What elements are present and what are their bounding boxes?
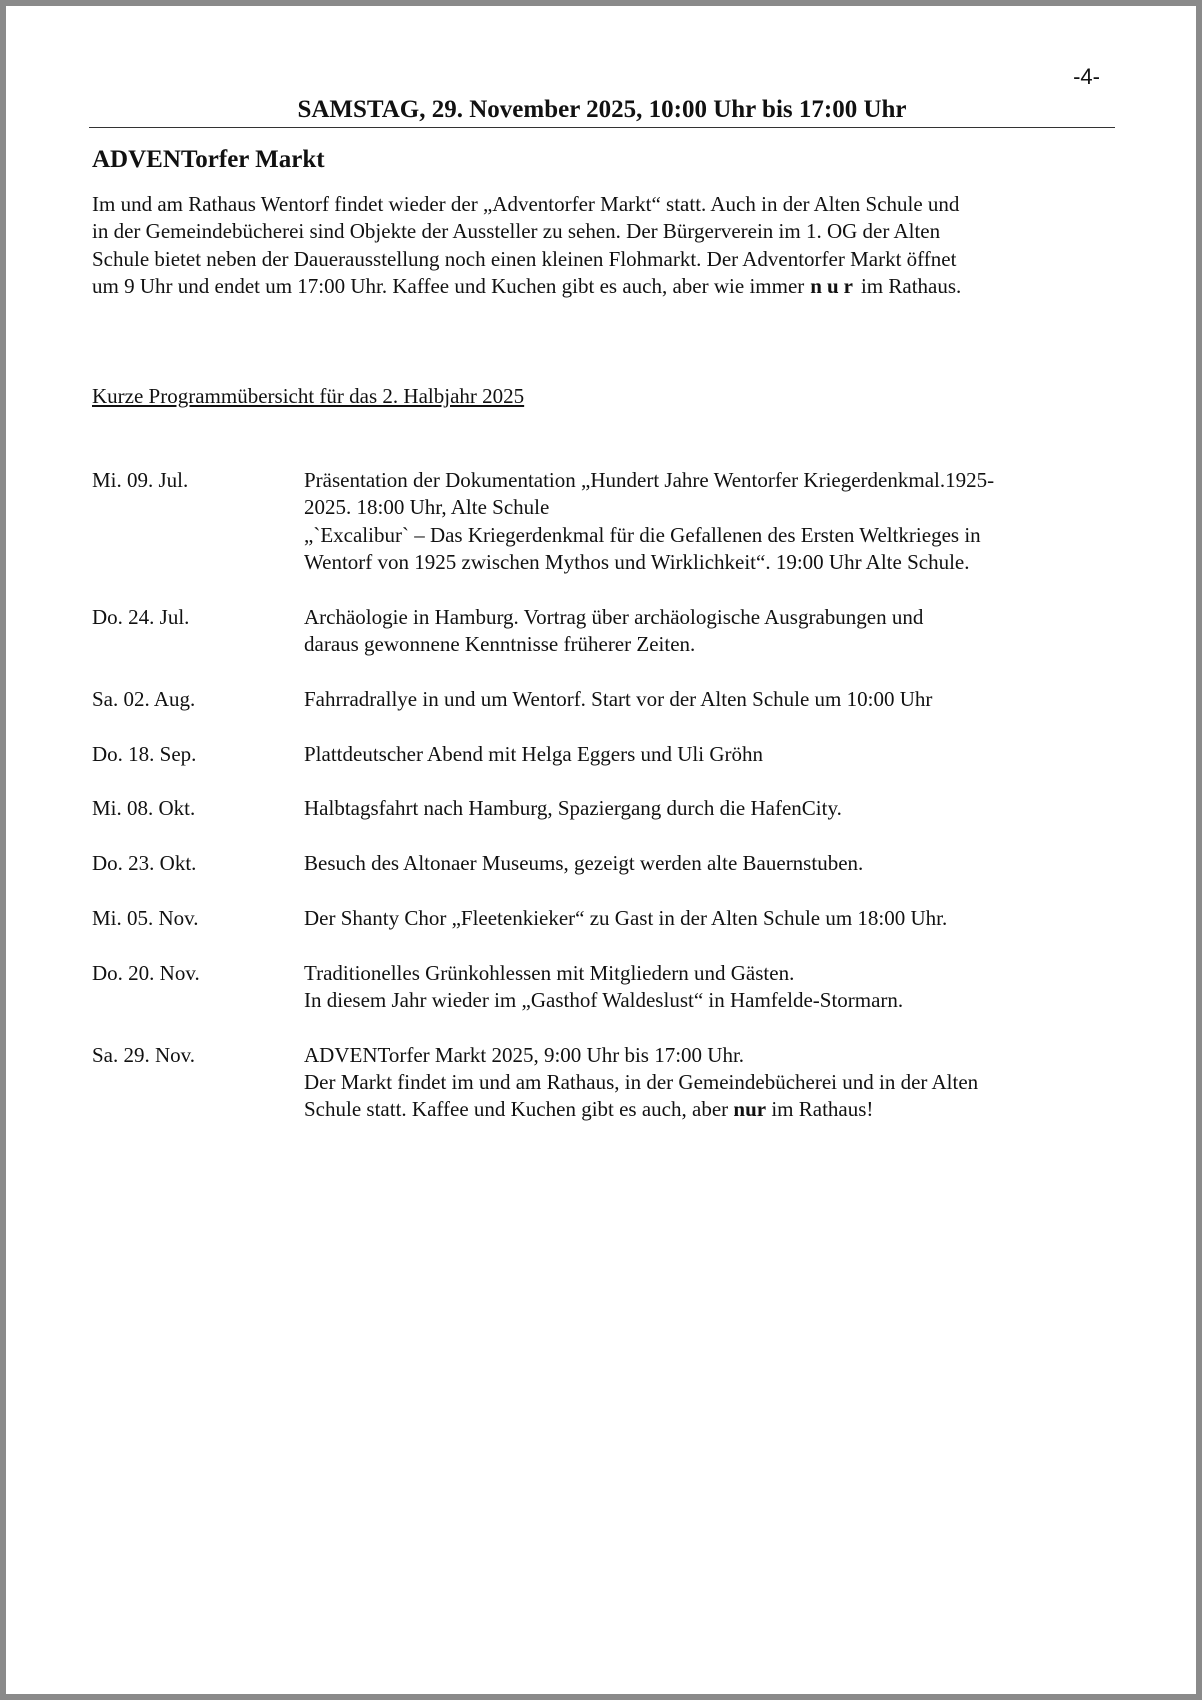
document-page [6, 6, 1196, 1694]
entry-line: Plattdeutscher Abend mit Helga Eggers und Uli Gröhn [304, 741, 763, 766]
entry-description [304, 795, 1122, 822]
entry-line: Halbtagsfahrt nach Hamburg, Spaziergang durch die HafenCity. [304, 796, 842, 821]
entry-line: Besuch des Altonaer Museums, gezeigt werden alte Bauernstuben. [304, 851, 864, 876]
entry-line: Der Markt findet im und am Rathaus, in der Gemeindebücherei und in der Alten [304, 1070, 979, 1095]
program-entry [92, 795, 1122, 822]
entry-line: „`Excalibur` – Das Kriegerdenkmal für die Gefallenen des Ersten Weltkrieges in [304, 522, 981, 547]
intro-paragraph [92, 191, 1122, 300]
emphasis-nur: nur [810, 273, 858, 298]
entry-line: Fahrradrallye in und um Wentorf. Start vor der Alten Schule um 10:00 Uhr [304, 686, 933, 711]
entry-description [304, 850, 1122, 877]
intro-line: in der Gemeindebücherei sind Objekte der Aussteller zu sehen. Der Bürgerverein im 1. OG der Alten [92, 219, 941, 244]
program-entry [92, 905, 1122, 932]
entry-description [304, 960, 1122, 1015]
entry-date: Sa. 02. Aug. [92, 686, 196, 711]
program-entry [92, 960, 1122, 1015]
program-entry [92, 604, 1122, 659]
emphasis-nur: nur [733, 1097, 767, 1122]
program-list [92, 467, 1122, 1124]
page-number: -4- [1073, 64, 1100, 89]
entry-date: Do. 24. Jul. [92, 604, 190, 629]
entry-line: Präsentation der Dokumentation „Hundert Jahre Wentorfer Kriegerdenkmal.1925- [304, 468, 995, 492]
entry-description [304, 467, 1122, 576]
program-entry [92, 686, 1122, 713]
event-date-heading: SAMSTAG, 29. November 2025, 10:00 Uhr bis 17:00 Uhr [89, 95, 1115, 128]
program-entry [92, 741, 1122, 768]
entry-description [304, 741, 1122, 768]
intro-line-text: im Rathaus. [860, 273, 962, 298]
entry-date: Do. 23. Okt. [92, 851, 197, 876]
program-entry [92, 467, 1122, 576]
program-heading: Kurze Programmübersicht für das 2. Halbjahr 2025 [92, 384, 525, 408]
entry-date: Sa. 29. Nov. [92, 1042, 196, 1067]
entry-description [304, 905, 1122, 932]
entry-date: Do. 18. Sep. [92, 741, 197, 766]
entry-line: In diesem Jahr wieder im „Gasthof Waldeslust“ in Hamfelde-Stormarn. [304, 988, 904, 1013]
entry-date: Mi. 08. Okt. [92, 796, 196, 821]
entry-line: Wentorf von 1925 zwischen Mythos und Wirklichkeit“. 19:00 Uhr Alte Schule. [304, 549, 970, 574]
intro-line: Im und am Rathaus Wentorf findet wieder der „Adventorfer Markt“ statt. Auch in der Alten Schule und [92, 192, 960, 216]
entry-line: Archäologie in Hamburg. Vortrag über archäologische Ausgrabungen und [304, 604, 924, 629]
section-title: ADVENTorfer Markt [92, 146, 325, 173]
entry-line: 2025. 18:00 Uhr, Alte Schule [304, 495, 550, 520]
intro-line-text: um 9 Uhr und endet um 17:00 Uhr. Kaffee und Kuchen gibt es auch, aber wie immer [92, 273, 805, 298]
program-entry [92, 1042, 1122, 1124]
program-entry [92, 850, 1122, 877]
intro-line: Schule bietet neben der Dauerausstellung noch einen kleinen Flohmarkt. Der Adventorfer Markt öffnet [92, 246, 957, 271]
entry-line: Der Shanty Chor „Fleetenkieker“ zu Gast in der Alten Schule um 18:00 Uhr. [304, 905, 948, 930]
entry-date: Mi. 09. Jul. [92, 468, 189, 492]
entry-description [304, 686, 1122, 713]
entry-date: Do. 20. Nov. [92, 960, 200, 985]
entry-date: Mi. 05. Nov. [92, 905, 199, 930]
entry-line: Traditionelles Grünkohlessen mit Mitgliedern und Gästen. [304, 960, 795, 985]
entry-line-text: im Rathaus! [771, 1097, 874, 1122]
intro-line-last [92, 273, 1122, 300]
entry-description [304, 1042, 1122, 1124]
entry-line: ADVENTorfer Markt 2025, 9:00 Uhr bis 17:00 Uhr. [304, 1042, 745, 1067]
entry-line-text: Schule statt. Kaffee und Kuchen gibt es auch, aber [304, 1097, 729, 1122]
entry-description [304, 604, 1122, 659]
entry-line: daraus gewonnene Kenntnisse früherer Zeiten. [304, 631, 696, 656]
entry-line-last [304, 1096, 1122, 1123]
